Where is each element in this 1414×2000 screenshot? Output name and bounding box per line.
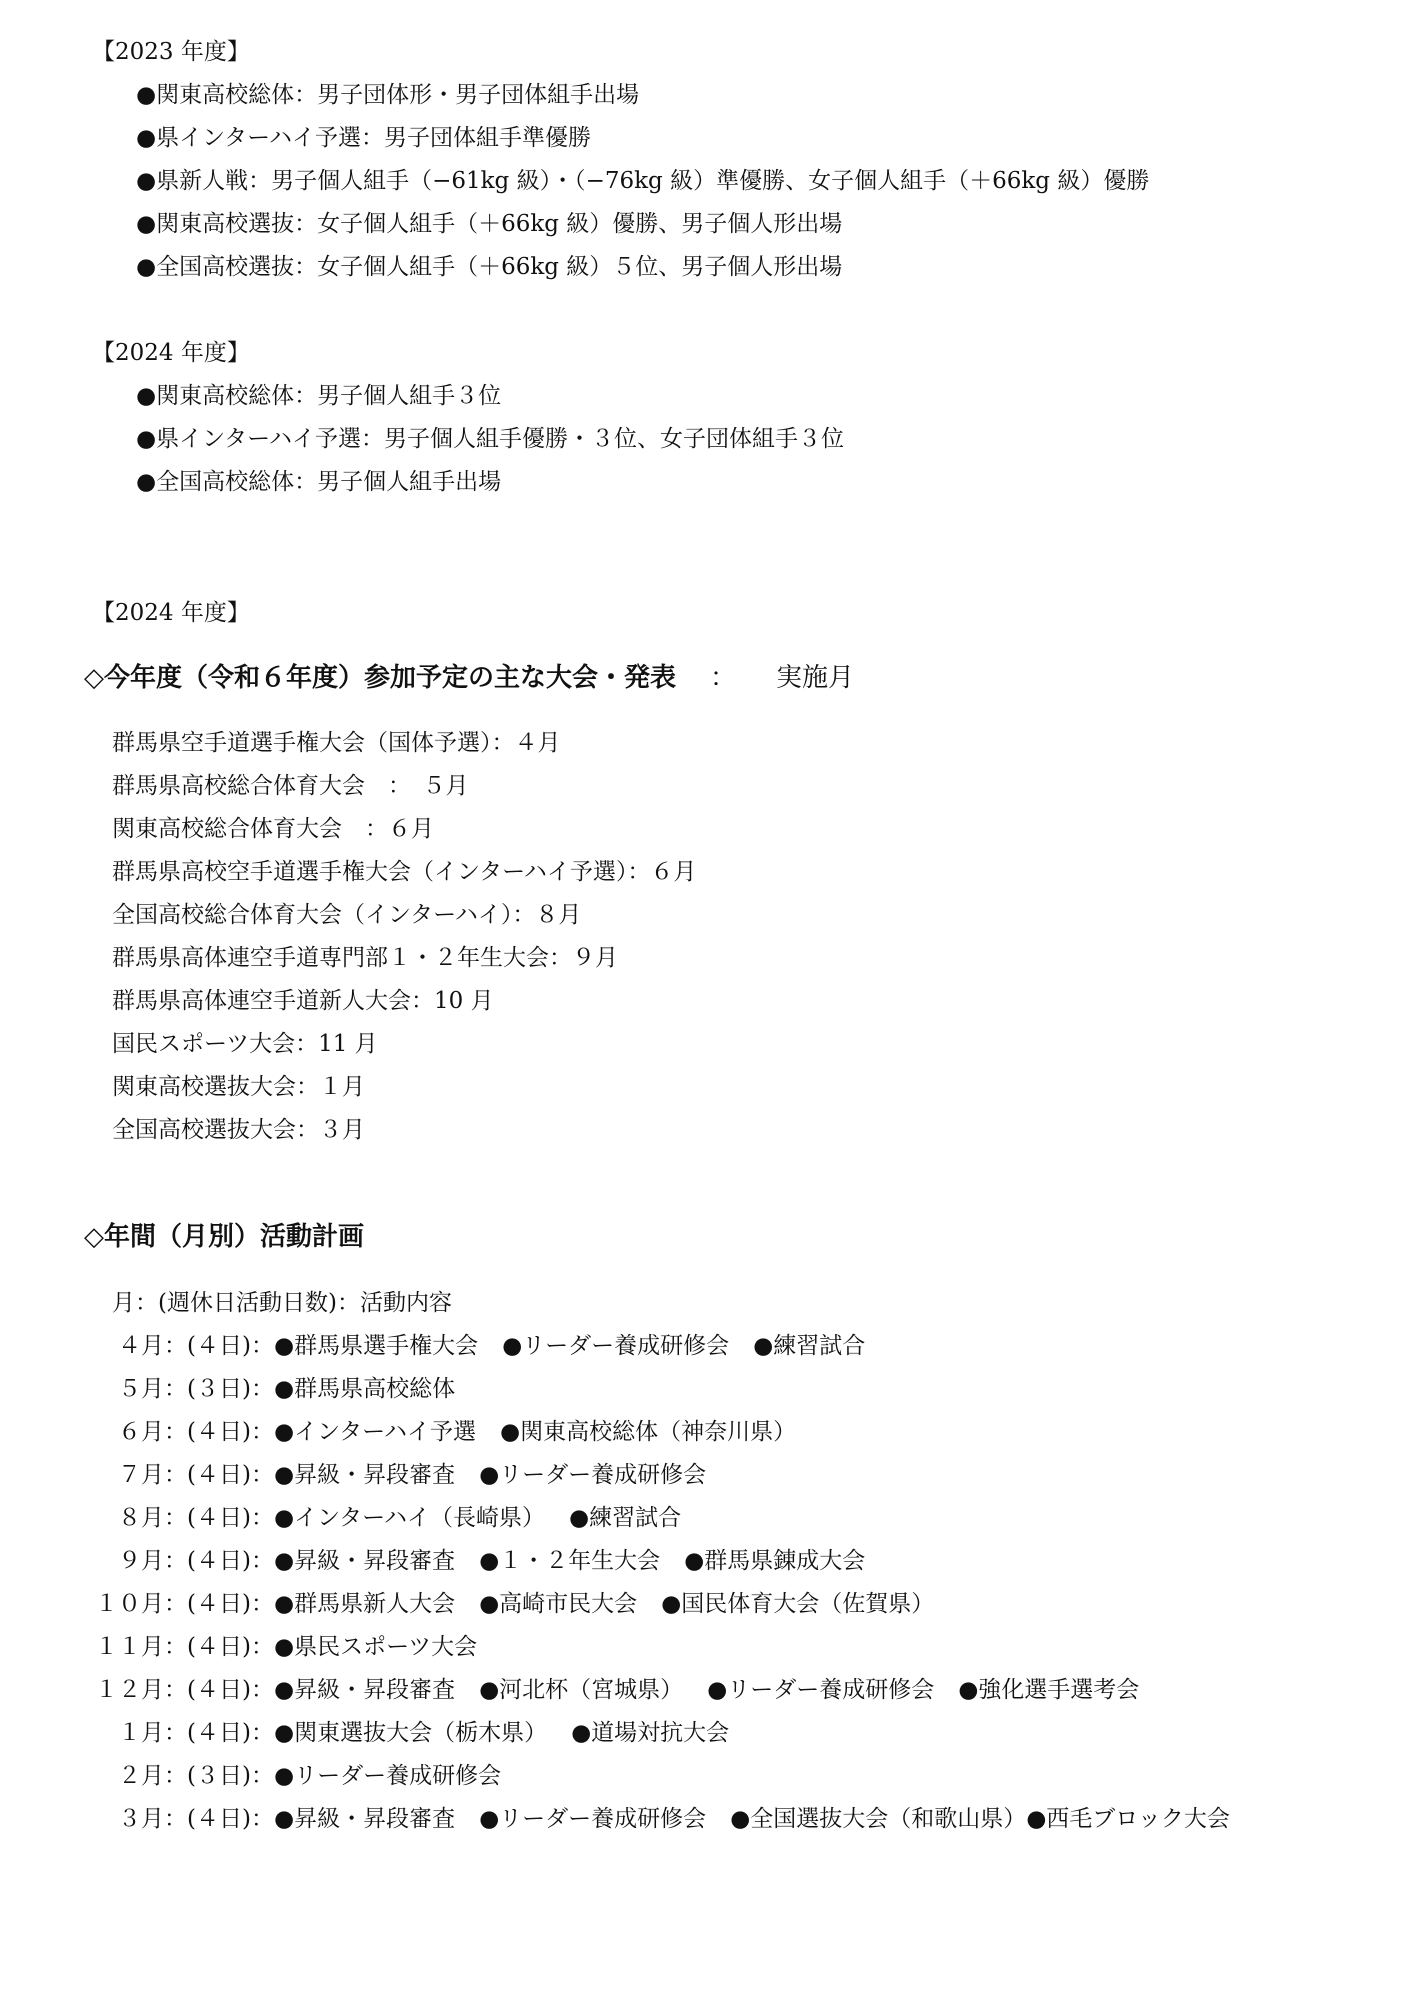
schedule-heading-title: ◇今年度（令和６年度）参加予定の主な大会・発表 <box>84 663 676 693</box>
plan-heading: ◇年間（月別）活動計画 <box>84 1222 364 1252</box>
plan-activity: ●リーダー養成研修会 <box>479 1806 707 1832</box>
plan-month: １２月：(４日)： <box>95 1677 274 1703</box>
plan-activity: ●河北杯（宮城県） <box>479 1677 684 1703</box>
plan-month: ５月：(３日)： <box>118 1376 274 1402</box>
schedule-item: 国民スポーツ大会：11 月 <box>112 1031 378 1057</box>
plan-month: ６月：(４日)： <box>118 1419 274 1445</box>
plan-month: ８月：(４日)： <box>118 1505 274 1531</box>
plan-month: ３月：(４日)： <box>118 1806 274 1832</box>
plan-month: ２月：(３日)： <box>118 1763 274 1789</box>
plan-activities <box>274 1548 865 1574</box>
results-2024-list <box>136 375 844 504</box>
plan-row <box>88 1497 1230 1540</box>
schedule-item: 関東高校選抜大会：１月 <box>112 1074 365 1100</box>
plan-month: １月：(４日)： <box>118 1720 274 1746</box>
plan-activity: ●昇級・昇段審査 <box>274 1806 456 1832</box>
plan-row <box>88 1626 1230 1669</box>
year-2024-results-label: 【2024 年度】 <box>92 340 250 366</box>
plan-activities <box>274 1806 1230 1832</box>
plan-month: １１月：(４日)： <box>95 1634 274 1660</box>
result-item: ●関東高校選抜：女子個人組手（＋66kg 級）優勝、男子個人形出場 <box>136 211 843 237</box>
plan-row <box>88 1712 1230 1755</box>
result-item: ●県インターハイ予選：男子団体組手準優勝 <box>136 125 591 151</box>
plan-activity: ●群馬県錬成大会 <box>684 1548 866 1574</box>
year-2024-schedule-label: 【2024 年度】 <box>92 600 250 626</box>
schedule-item: 群馬県高校空手道選手権大会（インターハイ予選）：６月 <box>112 859 697 885</box>
plan-activity: ●国民体育大会（佐賀県） <box>661 1591 935 1617</box>
schedule-heading <box>84 661 854 695</box>
plan-activities <box>274 1419 796 1445</box>
result-item: ●県インターハイ予選：男子個人組手優勝・３位、女子団体組手３位 <box>136 426 844 452</box>
plan-list <box>88 1325 1230 1841</box>
result-item: ●全国高校総体：男子個人組手出場 <box>136 469 502 495</box>
plan-activities <box>274 1634 477 1660</box>
schedule-item: 群馬県高校総合体育大会 ： ５月 <box>112 773 469 799</box>
plan-activities <box>274 1720 729 1746</box>
plan-row <box>88 1325 1230 1368</box>
year-2023-label: 【2023 年度】 <box>92 39 250 65</box>
result-item: ●全国高校選抜：女子個人組手（＋66kg 級）５位、男子個人形出場 <box>136 254 843 280</box>
plan-row <box>88 1583 1230 1626</box>
plan-legend-wrap <box>112 1282 452 1325</box>
plan-activity: ●高崎市民大会 <box>479 1591 638 1617</box>
plan-activity: ●１・２年生大会 <box>479 1548 661 1574</box>
plan-row <box>88 1540 1230 1583</box>
schedule-item: 群馬県空手道選手権大会（国体予選）：４月 <box>112 730 561 756</box>
plan-activity: ●群馬県新人大会 <box>274 1591 456 1617</box>
plan-activities <box>274 1763 501 1789</box>
plan-month: １０月：(４日)： <box>95 1591 274 1617</box>
plan-activities <box>274 1333 865 1359</box>
schedule-heading-month: 実施月 <box>776 663 855 693</box>
plan-activity: ●練習試合 <box>753 1333 866 1359</box>
plan-row <box>88 1411 1230 1454</box>
plan-activity: ●リーダー養成研修会 <box>502 1333 730 1359</box>
plan-month: ７月：(４日)： <box>118 1462 274 1488</box>
plan-activity: ●昇級・昇段審査 <box>274 1677 456 1703</box>
plan-activity: ●群馬県選手権大会 <box>274 1333 479 1359</box>
result-item: ●県新人戦：男子個人組手（−61kg 級）・（−76kg 級）準優勝、女子個人組手（＋66kg 級）優勝 <box>136 168 1150 194</box>
plan-legend: 月：(週休日活動日数)：活動内容 <box>112 1290 452 1316</box>
plan-activity: ●関東高校総体（神奈川県） <box>500 1419 797 1445</box>
schedule-item: 全国高校総合体育大会（インターハイ）：８月 <box>112 902 582 928</box>
schedule-item: 全国高校選抜大会：３月 <box>112 1117 365 1143</box>
plan-activity: ●練習試合 <box>569 1505 682 1531</box>
plan-activity: ●昇級・昇段審査 <box>274 1462 456 1488</box>
plan-activity: ●群馬県高校総体 <box>274 1376 456 1402</box>
plan-activities <box>274 1677 1139 1703</box>
plan-activity: ●リーダー養成研修会 <box>707 1677 935 1703</box>
plan-row <box>88 1454 1230 1497</box>
schedule-item: 群馬県高体連空手道専門部１・２年生大会：９月 <box>112 945 618 971</box>
plan-row <box>88 1368 1230 1411</box>
plan-activities <box>274 1376 455 1402</box>
plan-activities <box>274 1505 681 1531</box>
plan-month: ９月：(４日)： <box>118 1548 274 1574</box>
plan-activity: ●県民スポーツ大会 <box>274 1634 478 1660</box>
plan-row <box>88 1669 1230 1712</box>
plan-activity: ●関東選抜大会（栃木県） <box>274 1720 548 1746</box>
plan-activity: ●リーダー養成研修会 <box>479 1462 707 1488</box>
result-item: ●関東高校総体：男子個人組手３位 <box>136 383 502 409</box>
plan-month: ４月：(４日)： <box>118 1333 274 1359</box>
schedule-heading-colon: ： <box>710 663 737 693</box>
plan-activity: ●インターハイ（長崎県） <box>274 1505 545 1531</box>
results-2023-list <box>136 74 1149 289</box>
result-item: ●関東高校総体：男子団体形・男子団体組手出場 <box>136 82 640 108</box>
plan-activity: ●昇級・昇段審査 <box>274 1548 456 1574</box>
plan-activity: ●インターハイ予選 <box>274 1419 476 1445</box>
plan-row <box>88 1798 1230 1841</box>
plan-activities <box>274 1462 706 1488</box>
schedule-item: 関東高校総合体育大会 ：６月 <box>112 816 434 842</box>
plan-activity: ●道場対抗大会 <box>571 1720 730 1746</box>
plan-activity: ●全国選抜大会（和歌山県）●西毛ブロック大会 <box>730 1806 1230 1832</box>
schedule-item: 群馬県高体連空手道新人大会：10 月 <box>112 988 494 1014</box>
schedule-list <box>112 722 696 1152</box>
plan-activity: ●強化選手選考会 <box>958 1677 1140 1703</box>
plan-activity: ●リーダー養成研修会 <box>274 1763 502 1789</box>
plan-activities <box>274 1591 934 1617</box>
plan-row <box>88 1755 1230 1798</box>
